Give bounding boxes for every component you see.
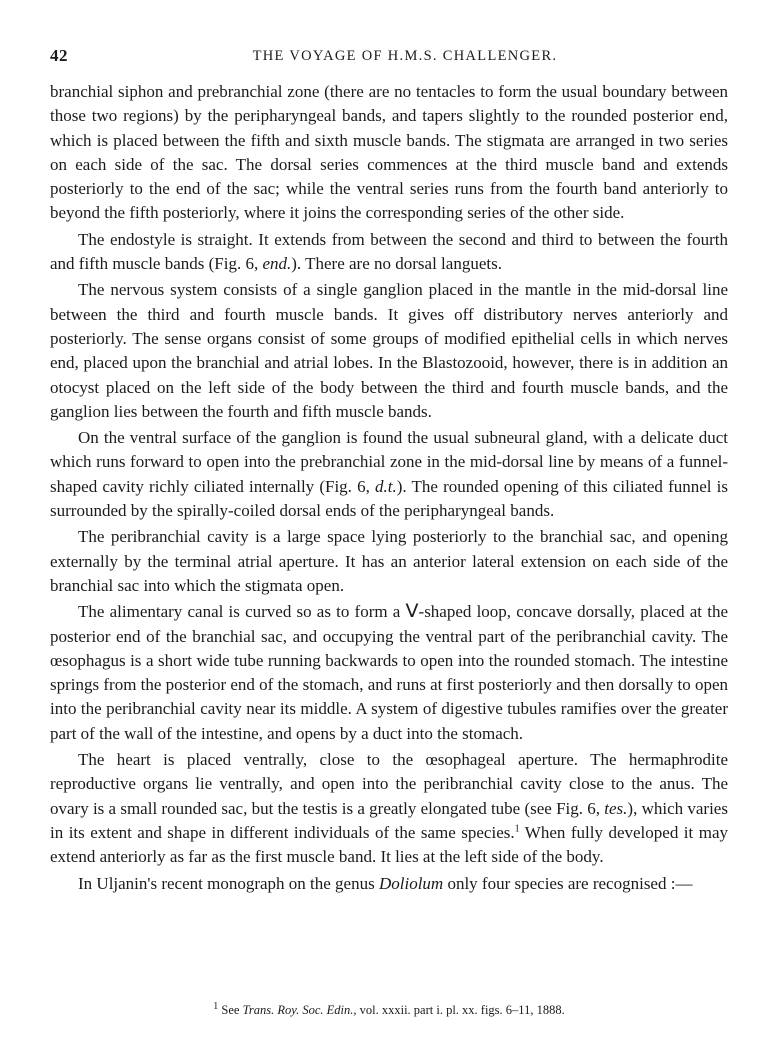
footnote-mark: 1 [213, 1000, 219, 1012]
paragraph-subneural-gland: On the ventral surface of the ganglion is found the usual subneural gland, with a delicate duct which runs forward to open into the prebranchial zone in the mid-dorsal line by means of a funnel-shaped cavity richly ciliated internally (Fig. 6, d.t.). The rounded opening of this ciliated funnel is surrounded by the spirally-coiled dorsal ends of the peripharyngeal bands. [50, 428, 728, 521]
paragraph-endostyle: The endostyle is straight. It extends from between the second and third to between the fourth and fifth muscle bands (Fig. 6, end.). There are no dorsal languets. [50, 229, 728, 274]
paragraph-peribranchial-cavity: The peribranchial cavity is a large space lying posteriorly to the branchial sac, and opening externally by the terminal atrial aperture. It has an anterior lateral extension on each side of the branchial sac into which the stigmata open. [50, 527, 728, 595]
footnote-source: Trans. Roy. Soc. Edin. [242, 1003, 354, 1017]
genus-name: Doliolum [378, 873, 444, 893]
paragraph-uljanin-monograph: In Uljanin's recent monograph on the genus Doliolum only four species are recognised :— [78, 873, 693, 893]
paragraph-branchial-sac: branchial siphon and prebranchial zone (there are no tentacles to form the usual boundary between those two regions) by the peripharyngeal bands, and tapers slightly to the rounded posterior end, which is placed between the fifth and sixth muscle bands. The stigmata are arranged in two series on each side of the sac. The dorsal series commences at the third muscle band and extends posteriorly to the end of the sac; while the ventral series runs from the fourth band anteriorly to beyond the fifth posteriorly, where it joins the corresponding series of the other side. [50, 82, 728, 223]
body-text [50, 80, 728, 898]
figure-label-dt: d.t. [375, 476, 397, 496]
figure-label-tes: tes. [604, 798, 628, 818]
v-shape-glyph: V [405, 600, 419, 623]
page-number: 42 [50, 46, 68, 65]
footnote-reference: 1 [514, 823, 520, 835]
footnote: $^1$ See Trans. Roy. Soc. Edin., vol. xxxii. part i. pl. xx. figs. 6–11, 1888. [213, 1000, 565, 1017]
paragraph-nervous-system: The nervous system consists of a single ganglion placed in the mantle in the mid-dorsal line between the third and fourth muscle bands. It gives off distributory nerves anteriorly and posteriorly. The sense organs consist of some groups of modified epithelial cells in which nerves end, placed upon the branchial and atrial lobes. In the Blastozooid, however, there is in addition an otocyst placed on the left side of the body between the third and fourth muscle bands, and the ganglion lies between the fourth and fifth muscle bands. [50, 280, 728, 421]
running-title: THE VOYAGE OF H.M.S. CHALLENGER. [252, 48, 558, 64]
paragraph-heart-reproductive: The heart is placed ventrally, close to the œsophageal aperture. The hermaphrodite reproductive organs lie ventrally, and open into the peribranchial cavity close to the anus. The ovary is a small rounded sac, but the testis is a greatly elongated tube (see Fig. 6, tes.), which varies in its extent and shape in different individuals of the same species.$^1$ When fully developed it may extend anteriorly as far as the first muscle band. It lies at the left side of the body. [50, 750, 729, 867]
paragraph-alimentary-canal: The alimentary canal is curved so as to form a V-shaped loop, concave dorsally, placed at the posterior end of the branchial sac, and occupying the ventral part of the peribranchial cavity. The œsophagus is a short wide tube running backwards to open into the rounded stomach. The intestine springs from the posterior end of the stomach, and runs at first posteriorly and then dorsally to open into the peribranchial cavity near its middle. A system of digestive tubules ramifies over the greater part of the wall of the intestine, and opens by a duct into the stomach. [50, 600, 728, 743]
figure-label-end: end. [262, 254, 292, 274]
page-header [50, 46, 730, 70]
